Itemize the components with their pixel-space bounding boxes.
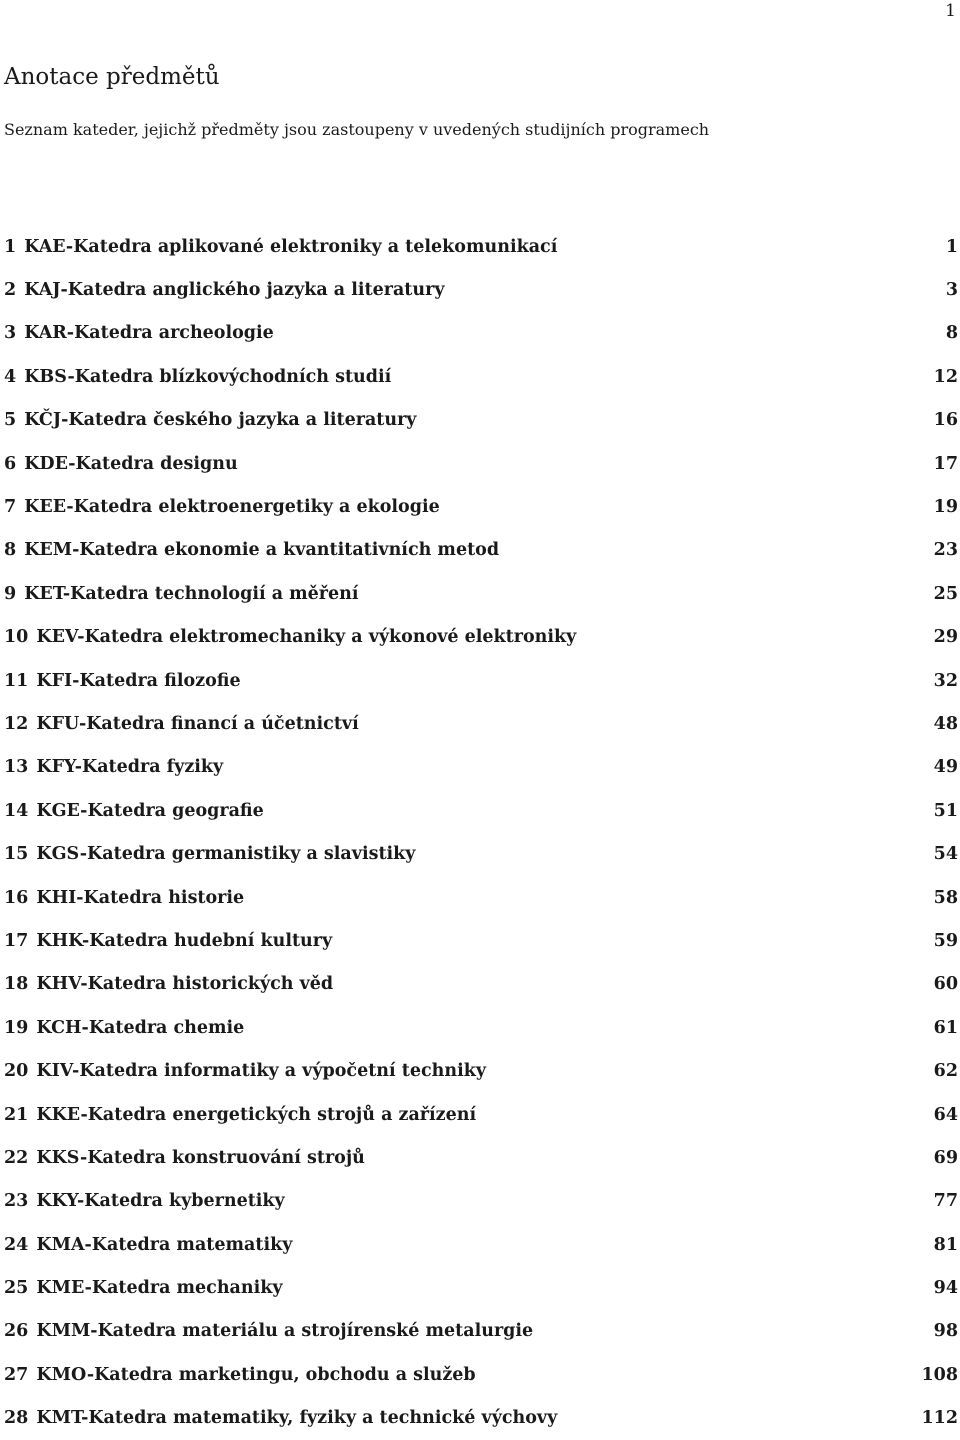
toc-row-5[interactable] bbox=[4, 399, 958, 442]
toc-number: 20 bbox=[4, 1061, 29, 1082]
toc-page: 112 bbox=[921, 1408, 958, 1429]
toc-page: 58 bbox=[933, 887, 958, 908]
toc-row-26[interactable] bbox=[4, 1310, 958, 1353]
toc-number: 14 bbox=[4, 800, 29, 821]
toc-number: 8 bbox=[4, 540, 17, 561]
toc-row-22[interactable] bbox=[4, 1136, 958, 1179]
page-subtitle: Seznam kateder, jejichž předměty jsou zastoupeny v uvedených studijních programech bbox=[4, 120, 710, 139]
toc-label: KMM-Katedra materiálu a strojírenské metalurgie bbox=[36, 1321, 534, 1342]
toc-label: KGE-Katedra geografie bbox=[36, 800, 264, 821]
toc-number: 22 bbox=[4, 1147, 29, 1168]
toc-number: 6 bbox=[4, 453, 17, 474]
toc-label: KČJ-Katedra českého jazyka a literatury bbox=[24, 410, 417, 431]
toc-row-4[interactable] bbox=[4, 355, 958, 398]
toc-number: 28 bbox=[4, 1408, 29, 1429]
table-of-contents bbox=[4, 225, 958, 1440]
toc-number: 15 bbox=[4, 844, 29, 865]
toc-number: 18 bbox=[4, 974, 29, 995]
toc-number: 26 bbox=[4, 1321, 29, 1342]
toc-number: 12 bbox=[4, 713, 29, 734]
toc-number: 2 bbox=[4, 280, 17, 301]
toc-label: KME-Katedra mechaniky bbox=[36, 1278, 283, 1299]
toc-number: 24 bbox=[4, 1234, 29, 1255]
toc-label: KAE-Katedra aplikované elektroniky a telekomunikací bbox=[24, 236, 558, 257]
toc-row-2[interactable] bbox=[4, 268, 958, 311]
toc-page: 29 bbox=[933, 627, 958, 648]
toc-row-24[interactable] bbox=[4, 1223, 958, 1266]
toc-row-17[interactable] bbox=[4, 919, 958, 962]
toc-label: KKS-Katedra konstruování strojů bbox=[36, 1147, 365, 1168]
toc-page: 17 bbox=[933, 453, 958, 474]
toc-row-14[interactable] bbox=[4, 789, 958, 832]
toc-label: KEV-Katedra elektromechaniky a výkonové elektroniky bbox=[36, 627, 577, 648]
toc-page: 49 bbox=[933, 757, 958, 778]
toc-label: KET-Katedra technologií a měření bbox=[24, 583, 359, 604]
toc-row-1[interactable] bbox=[4, 225, 958, 268]
toc-label: KMT-Katedra matematiky, fyziky a technické výchovy bbox=[36, 1408, 558, 1429]
toc-label: KDE-Katedra designu bbox=[24, 453, 238, 474]
toc-label: KIV-Katedra informatiky a výpočetní techniky bbox=[36, 1061, 487, 1082]
toc-page: 94 bbox=[933, 1278, 958, 1299]
toc-number: 25 bbox=[4, 1278, 29, 1299]
toc-label: KAR-Katedra archeologie bbox=[24, 323, 274, 344]
page-number: 1 bbox=[945, 1, 956, 21]
toc-page: 98 bbox=[933, 1321, 958, 1342]
toc-number: 27 bbox=[4, 1364, 29, 1385]
toc-page: 61 bbox=[933, 1017, 958, 1038]
page-title: Anotace předmětů bbox=[4, 64, 220, 90]
toc-label: KMO-Katedra marketingu, obchodu a služeb bbox=[36, 1364, 476, 1385]
toc-label: KEM-Katedra ekonomie a kvantitativních metod bbox=[24, 540, 500, 561]
toc-row-21[interactable] bbox=[4, 1093, 958, 1136]
toc-page: 69 bbox=[933, 1147, 958, 1168]
toc-page: 8 bbox=[945, 323, 958, 344]
toc-number: 21 bbox=[4, 1104, 29, 1125]
toc-label: KHV-Katedra historických věd bbox=[36, 974, 334, 995]
toc-row-23[interactable] bbox=[4, 1180, 958, 1223]
toc-row-15[interactable] bbox=[4, 832, 958, 875]
toc-page: 64 bbox=[933, 1104, 958, 1125]
toc-label: KFY-Katedra fyziky bbox=[36, 757, 224, 778]
toc-page: 54 bbox=[933, 844, 958, 865]
toc-label: KHK-Katedra hudební kultury bbox=[36, 930, 333, 951]
toc-number: 7 bbox=[4, 497, 17, 518]
toc-page: 62 bbox=[933, 1061, 958, 1082]
toc-number: 23 bbox=[4, 1191, 29, 1212]
toc-number: 16 bbox=[4, 887, 29, 908]
toc-label: KFI-Katedra filozofie bbox=[36, 670, 241, 691]
toc-label: KHI-Katedra historie bbox=[36, 887, 245, 908]
toc-row-28[interactable] bbox=[4, 1397, 958, 1440]
toc-page: 59 bbox=[933, 930, 958, 951]
toc-page: 25 bbox=[933, 583, 958, 604]
toc-page: 51 bbox=[933, 800, 958, 821]
toc-label: KCH-Katedra chemie bbox=[36, 1017, 245, 1038]
toc-row-11[interactable] bbox=[4, 659, 958, 702]
toc-number: 10 bbox=[4, 627, 29, 648]
toc-page: 60 bbox=[933, 974, 958, 995]
toc-number: 19 bbox=[4, 1017, 29, 1038]
toc-page: 3 bbox=[945, 280, 958, 301]
toc-row-16[interactable] bbox=[4, 876, 958, 919]
toc-number: 1 bbox=[4, 236, 17, 257]
toc-page: 16 bbox=[933, 410, 958, 431]
toc-page: 1 bbox=[945, 236, 958, 257]
toc-number: 13 bbox=[4, 757, 29, 778]
toc-page: 12 bbox=[933, 366, 958, 387]
toc-row-12[interactable] bbox=[4, 702, 958, 745]
toc-page: 23 bbox=[933, 540, 958, 561]
toc-row-9[interactable] bbox=[4, 572, 958, 615]
toc-number: 9 bbox=[4, 583, 17, 604]
toc-page: 81 bbox=[933, 1234, 958, 1255]
toc-row-19[interactable] bbox=[4, 1006, 958, 1049]
toc-number: 11 bbox=[4, 670, 29, 691]
toc-page: 77 bbox=[933, 1191, 958, 1212]
toc-label: KEE-Katedra elektroenergetiky a ekologie bbox=[24, 497, 440, 518]
toc-row-6[interactable] bbox=[4, 442, 958, 485]
toc-row-7[interactable] bbox=[4, 485, 958, 528]
toc-label: KFU-Katedra financí a účetnictví bbox=[36, 713, 359, 734]
toc-label: KBS-Katedra blízkovýchodních studií bbox=[24, 366, 392, 387]
toc-number: 3 bbox=[4, 323, 17, 344]
toc-page: 32 bbox=[933, 670, 958, 691]
toc-row-20[interactable] bbox=[4, 1049, 958, 1092]
toc-row-10[interactable] bbox=[4, 616, 958, 659]
toc-number: 17 bbox=[4, 930, 29, 951]
toc-label: KAJ-Katedra anglického jazyka a literatury bbox=[24, 280, 445, 301]
toc-row-25[interactable] bbox=[4, 1266, 958, 1309]
toc-label: KMA-Katedra matematiky bbox=[36, 1234, 293, 1255]
toc-row-13[interactable] bbox=[4, 746, 958, 789]
toc-row-18[interactable] bbox=[4, 963, 958, 1006]
toc-label: KKY-Katedra kybernetiky bbox=[36, 1191, 285, 1212]
toc-label: KKE-Katedra energetických strojů a zařízení bbox=[36, 1104, 477, 1125]
toc-row-3[interactable] bbox=[4, 312, 958, 355]
toc-page: 19 bbox=[933, 497, 958, 518]
toc-number: 5 bbox=[4, 410, 17, 431]
toc-row-27[interactable] bbox=[4, 1353, 958, 1396]
toc-label: KGS-Katedra germanistiky a slavistiky bbox=[36, 844, 416, 865]
toc-row-8[interactable] bbox=[4, 529, 958, 572]
toc-page: 108 bbox=[921, 1364, 958, 1385]
toc-number: 4 bbox=[4, 366, 17, 387]
toc-page: 48 bbox=[933, 713, 958, 734]
